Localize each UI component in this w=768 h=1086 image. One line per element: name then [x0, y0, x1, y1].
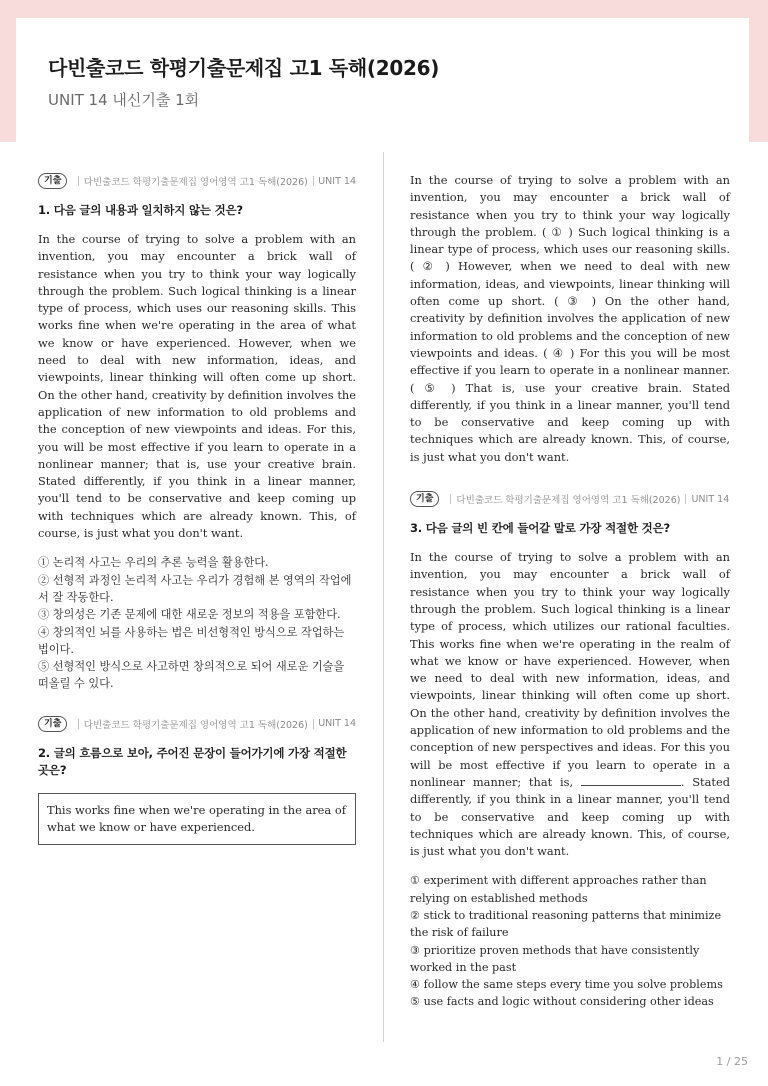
source-badge: 기출 [410, 491, 439, 507]
page-title: 다빈출코드 학평기출문제집 고1 독해(2026) [48, 56, 440, 80]
unit-label: UNIT 14 [691, 493, 730, 505]
question-1-choices [38, 554, 356, 692]
meta-separator [450, 494, 451, 504]
page-subtitle: UNIT 14 내신기출 1회 [48, 91, 200, 109]
choice-3[interactable]: ③ 창의성은 기존 문제에 대한 새로운 정보의 적용을 포함한다. [38, 608, 341, 622]
choice-2[interactable]: ② 선형적 과정인 논리적 사고는 우리가 경험해 본 영역의 작업에서 잘 작동한다. [38, 573, 352, 604]
source-badge: 기출 [38, 716, 67, 732]
question-2-passage: In the course of trying to solve a problem with an invention, you may encounter a brick wall of resistance when you try to think your way logically through the problem. ( ① ) Such logical thinking is a linear type of process, which uses our reasoning skills. ( ② ) However, when we need to deal with new information, ideas, and viewpoints, linear thinking will often come up short. ( ③ ) On the other hand, creativity by definition involves the application of new information to old problems and the conception of new viewpoints and ideas. ( ④ ) For this you will be most effective if you learn to operate in a nonlinear manner. ( ⑤ ) That is, use your creative brain. Stated differently, if you think in a linear manner, you'll tend to be conservative and keep coming up with techniques which are already known. This, of course, is just what you don't want. [410, 173, 730, 464]
source-label: 다빈출코드 학평기출문제집 영어영역 고1 독해(2026) [83, 177, 308, 188]
question-meta [38, 715, 356, 733]
choice-4[interactable]: ④ 창의적인 뇌를 사용하는 법은 비선형적인 방식으로 작업하는 법이다. [38, 625, 345, 656]
column-divider [383, 152, 384, 1042]
unit-label: UNIT 14 [318, 718, 356, 730]
given-sentence-box: This works fine when we're operating in the area of what we know or have experienced. [38, 793, 356, 846]
choice-1[interactable]: ① experiment with different approaches rather than relying on established methods [410, 874, 707, 905]
question-1-passage: In the course of trying to solve a problem with an invention, you may encounter a brick wall of resistance when you try to think your way logically through the problem. Such logical thinking is a linear type of process, which uses our reasoning skills. This works fine when we're operating in the area of what we know or have experienced. However, when we need to deal with new information, ideas, and viewpoints, linear thinking will often come up short. On the other hand, creativity by definition involves the application of new information to old problems and the conception of new viewpoints and ideas. For this, you will be most effective if you learn to operate in a nonlinear manner; that is, use your creative brain. Stated differently, if you think in a linear manner, you'll tend to be conservative and keep coming up with techniques which are already known. This, of course, is just what you don't want. [38, 232, 356, 541]
choice-1[interactable]: ① 논리적 사고는 우리의 추론 능력을 활용한다. [38, 556, 269, 570]
question-3-passage [410, 549, 730, 860]
unit-label: UNIT 14 [318, 175, 356, 187]
question-meta [410, 490, 730, 508]
choice-4[interactable]: ④ follow the same steps every time you solve problems [410, 978, 723, 992]
question-2-title: 2. 글의 흐름으로 보아, 주어진 문장이 들어가기에 가장 적절한 곳은? [38, 745, 347, 777]
passage-after-blank: . Stated differently, if you think in a linear manner, you'll tend to be conservative and keep coming up with techniques which are already known. This, of course, is just what you don't want. [410, 774, 731, 859]
source-label: 다빈출코드 학평기출문제집 영어영역 고1 독해(2026) [83, 719, 308, 731]
question-meta [38, 172, 356, 190]
question-3-choices [410, 872, 730, 1010]
page-number: 1 / 25 [716, 1055, 748, 1068]
question-1-title: 1. 다음 글의 내용과 일치하지 않는 것은? [38, 203, 243, 217]
right-column [410, 172, 730, 1011]
passage-before-blank: In the course of trying to solve a problem with an invention, you may encounter a brick wall of resistance when you try to think your way logically through the problem. Such logical thinking is a linear type of process, which utilizes our rational faculties. This works fine when we're operating in the realm of what we know or have experienced. However, when we need to deal with new information, ideas, and viewpoints, linear thinking will often come up short. On the other hand, creativity by definition involves the application of new information to old problems and the conception of new perspectives and ideas. For this you will be most effective if you learn to operate in a nonlinear manner; that is, [410, 550, 730, 789]
choice-3[interactable]: ③ prioritize proven methods that have consistently worked in the past [410, 943, 700, 974]
choice-2[interactable]: ② stick to traditional reasoning patterns that minimize the risk of failure [410, 908, 722, 940]
source-label: 다빈출코드 학평기출문제집 영어영역 고1 독해(2026) [456, 495, 681, 507]
meta-separator [685, 494, 686, 504]
source-badge: 기출 [38, 173, 67, 189]
question-3-title: 3. 다음 글의 빈 칸에 들어갈 말로 가장 적절한 것은? [410, 521, 670, 536]
left-column [38, 172, 356, 845]
choice-5[interactable]: ⑤ use facts and logic without considering other ideas [410, 995, 714, 1009]
choice-5[interactable]: ⑤ 선형적인 방식으로 사고하면 창의적으로 되어 새로운 기술을 떠올릴 수 있다. [38, 660, 345, 691]
answer-blank [581, 776, 681, 786]
